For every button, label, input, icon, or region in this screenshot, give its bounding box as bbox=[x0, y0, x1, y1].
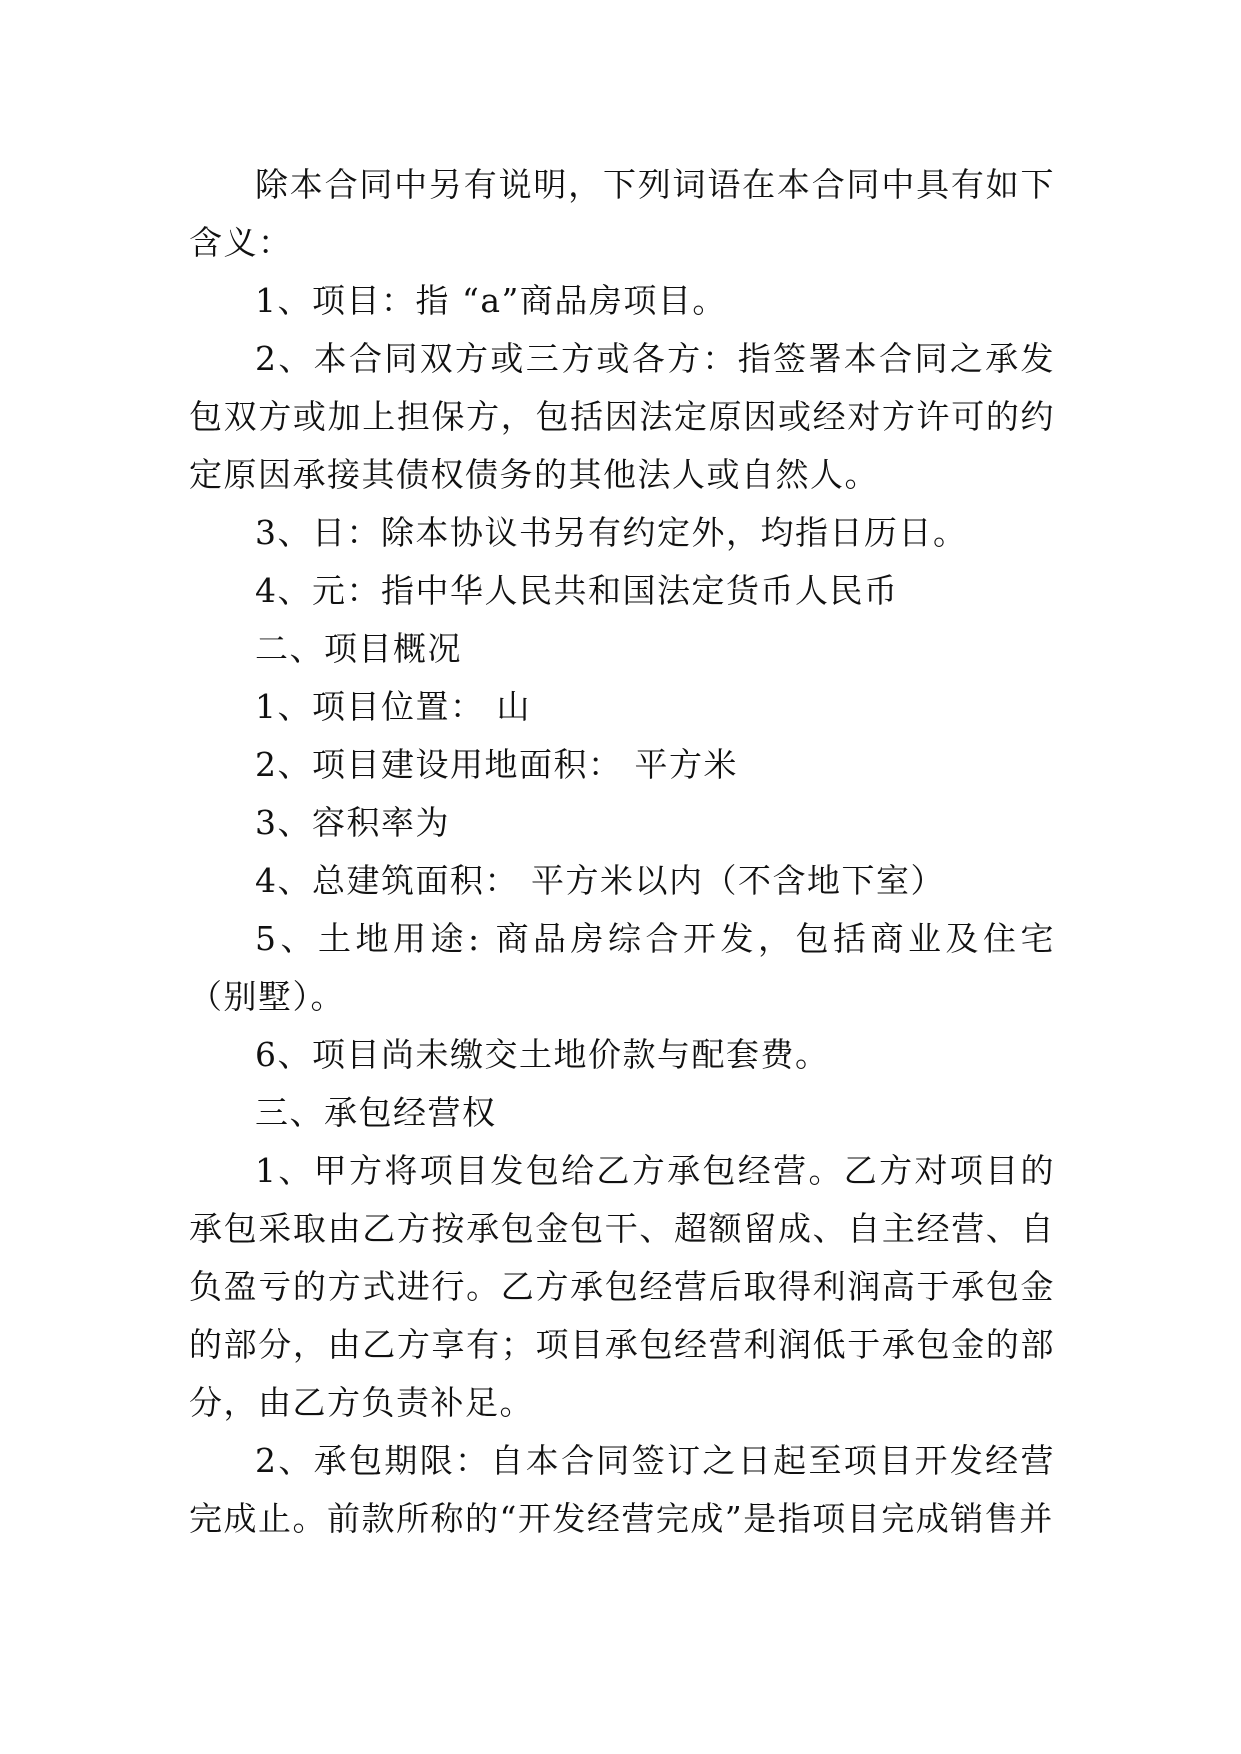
paragraph-contracting-method: 1、甲方将项目发包给乙方承包经营。乙方对项目的承包采取由乙方按承包金包干、超额留成、自主经营、自负盈亏的方式进行。乙方承包经营后取得利润高于承包金的部分，由乙方享有；项目承包经营利润低于承包金的部分，由乙方负责补足。 bbox=[189, 1151, 1055, 1422]
paragraph-definitions-intro: 除本合同中另有说明，下列词语在本合同中具有如下含义： bbox=[189, 165, 1055, 262]
section-heading-contracting-rights: 三、承包经营权 bbox=[255, 1093, 497, 1132]
paragraph-contract-term: 2、承包期限：自本合同签订之日起至项目开发经营完成止。前款所称的“开发经营完成”是指项目完成销售并 bbox=[189, 1441, 1055, 1538]
paragraph-plot-ratio: 3、容积率为 bbox=[255, 803, 450, 842]
paragraph-definition-yuan: 4、元：指中华人民共和国法定货币人民币 bbox=[255, 571, 899, 610]
paragraph-land-fees: 6、项目尚未缴交土地价款与配套费。 bbox=[255, 1035, 830, 1074]
paragraph-land-use: 5、土地用途: 商品房综合开发，包括商业及住宅（别墅）。 bbox=[189, 919, 1055, 1016]
paragraph-definition-day: 3、日：除本协议书另有约定外，均指日历日。 bbox=[255, 513, 968, 552]
paragraph-project-location: 1、项目位置： 山 bbox=[255, 687, 531, 726]
paragraph-total-floor-area: 4、总建筑面积： 平方米以内（不含地下室） bbox=[255, 861, 945, 900]
paragraph-definition-parties: 2、本合同双方或三方或各方：指签署本合同之承发包双方或加上担保方，包括因法定原因或经对方许可的约定原因承接其债权债务的其他法人或自然人。 bbox=[189, 339, 1055, 494]
document-body bbox=[189, 156, 1055, 1548]
paragraph-land-area: 2、项目建设用地面积： 平方米 bbox=[255, 745, 738, 784]
paragraph-definition-project: 1、项目：指 “a”商品房项目。 bbox=[255, 281, 727, 320]
section-heading-project-overview: 二、项目概况 bbox=[255, 629, 462, 668]
